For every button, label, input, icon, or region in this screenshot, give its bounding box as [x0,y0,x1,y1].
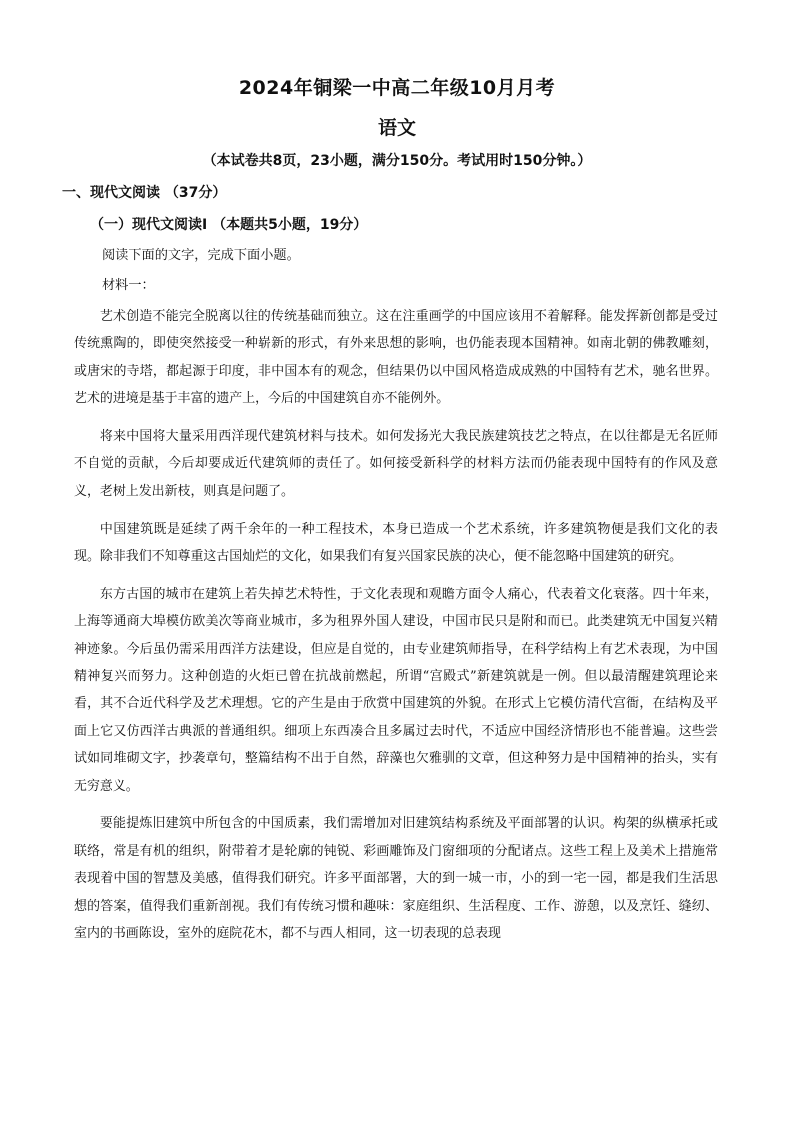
reading-instruction: 阅读下面的文字，完成下面小题。 [102,248,300,263]
passage-body [74,303,718,958]
subject-title: 语文 [377,117,416,139]
passage-paragraph: 艺术创造不能完全脱离以往的传统基础而独立。这在注重画学的中国应该用不着解释。能发挥新创都是受过传统熏陶的，即使突然接受一种崭新的形式，有外来思想的影响，也仍能表现本国精神。如南北朝的佛教雕刻，或唐宋的寺塔，都起源于印度，非中国本有的观念，但结果仍以中国风格造成成熟的中国特有艺术，驰名世界。艺术的进境是基于丰富的遗产上，今后的中国建筑自亦不能例外。 [74,309,718,407]
exam-title: 2024年铜梁一中高二年级10月月考 [238,77,556,99]
passage-paragraph: 中国建筑既是延续了两千余年的一种工程技术，本身已造成一个艺术系统，许多建筑物便是我们文化的表现。除非我们不知尊重这古国灿烂的文化，如果我们有复兴国家民族的决心，便不能忽略中国建筑的研究。 [74,521,718,565]
passage-paragraph: 要能提炼旧建筑中所包含的中国质素，我们需增加对旧建筑结构系统及平面部署的认识。构架的纵横承托或联络，常是有机的组织，附带着才是轮廓的钝锐、彩画雕饰及门窗细项的分配诸点。这些工程上及美术上措施常表现着中国的智慧及美感，值得我们研究。许多平面部署，大的到一城一市，小的到一宅一园，都是我们生活思想的答案，值得我们重新剖视。我们有传统习惯和趣味：家庭组织、生活程度、工作、游憩，以及烹饪、缝纫、室内的书画陈设，室外的庭院花木，都不与西人相同，这一切表现的总表现 [74,816,718,942]
exam-note: （本试卷共8页，23小题，满分150分。考试用时150分钟。） [202,153,592,169]
section-heading: 一、现代文阅读 （37分） [62,185,227,201]
subsection-heading: （一）现代文阅读Ⅰ （本题共5小题，19分） [90,217,368,233]
passage-paragraph: 东方古国的城市在建筑上若失掉艺术特性，于文化表现和观瞻方面令人痛心，代表着文化衰落。四十年来，上海等通商大埠模仿欧美次等商业城市，多为租界外国人建设，中国市民只是附和而已。此类建筑无中国复兴精神迹象。今后虽仍需采用西洋方法建设，但应是自觉的，由专业建筑师指导，在科学结构上有艺术表现，为中国精神复兴而努力。这种创造的火炬已曾在抗战前燃起，所谓“宫殿式”新建筑就是一例。但以最清醒建筑理论来看，其不合近代科学及艺术理想。它的产生是由于欣赏中国建筑的外貌。在形式上它模仿清代宫衙，在结构及平面上它又仿西洋古典派的普通组织。细项上东西凑合且多属过去时代，不适应中国经济情形也不能普遍。这些尝试如同堆砌文字，抄袭章句，整篇结构不出于自然，辞藻也欠雅驯的文章，但这种努力是中国精神的抬头，实有无穷意义。 [74,586,718,794]
passage-paragraph: 将来中国将大量采用西洋现代建筑材料与技术。如何发扬光大我民族建筑技艺之特点，在以往都是无名匠师不自觉的贡献，今后却要成近代建筑师的责任了。如何接受新科学的材料方法而仍能表现中国特有的作风及意义，老树上发出新枝，则真是问题了。 [74,429,718,499]
material-label: 材料一： [102,278,155,293]
